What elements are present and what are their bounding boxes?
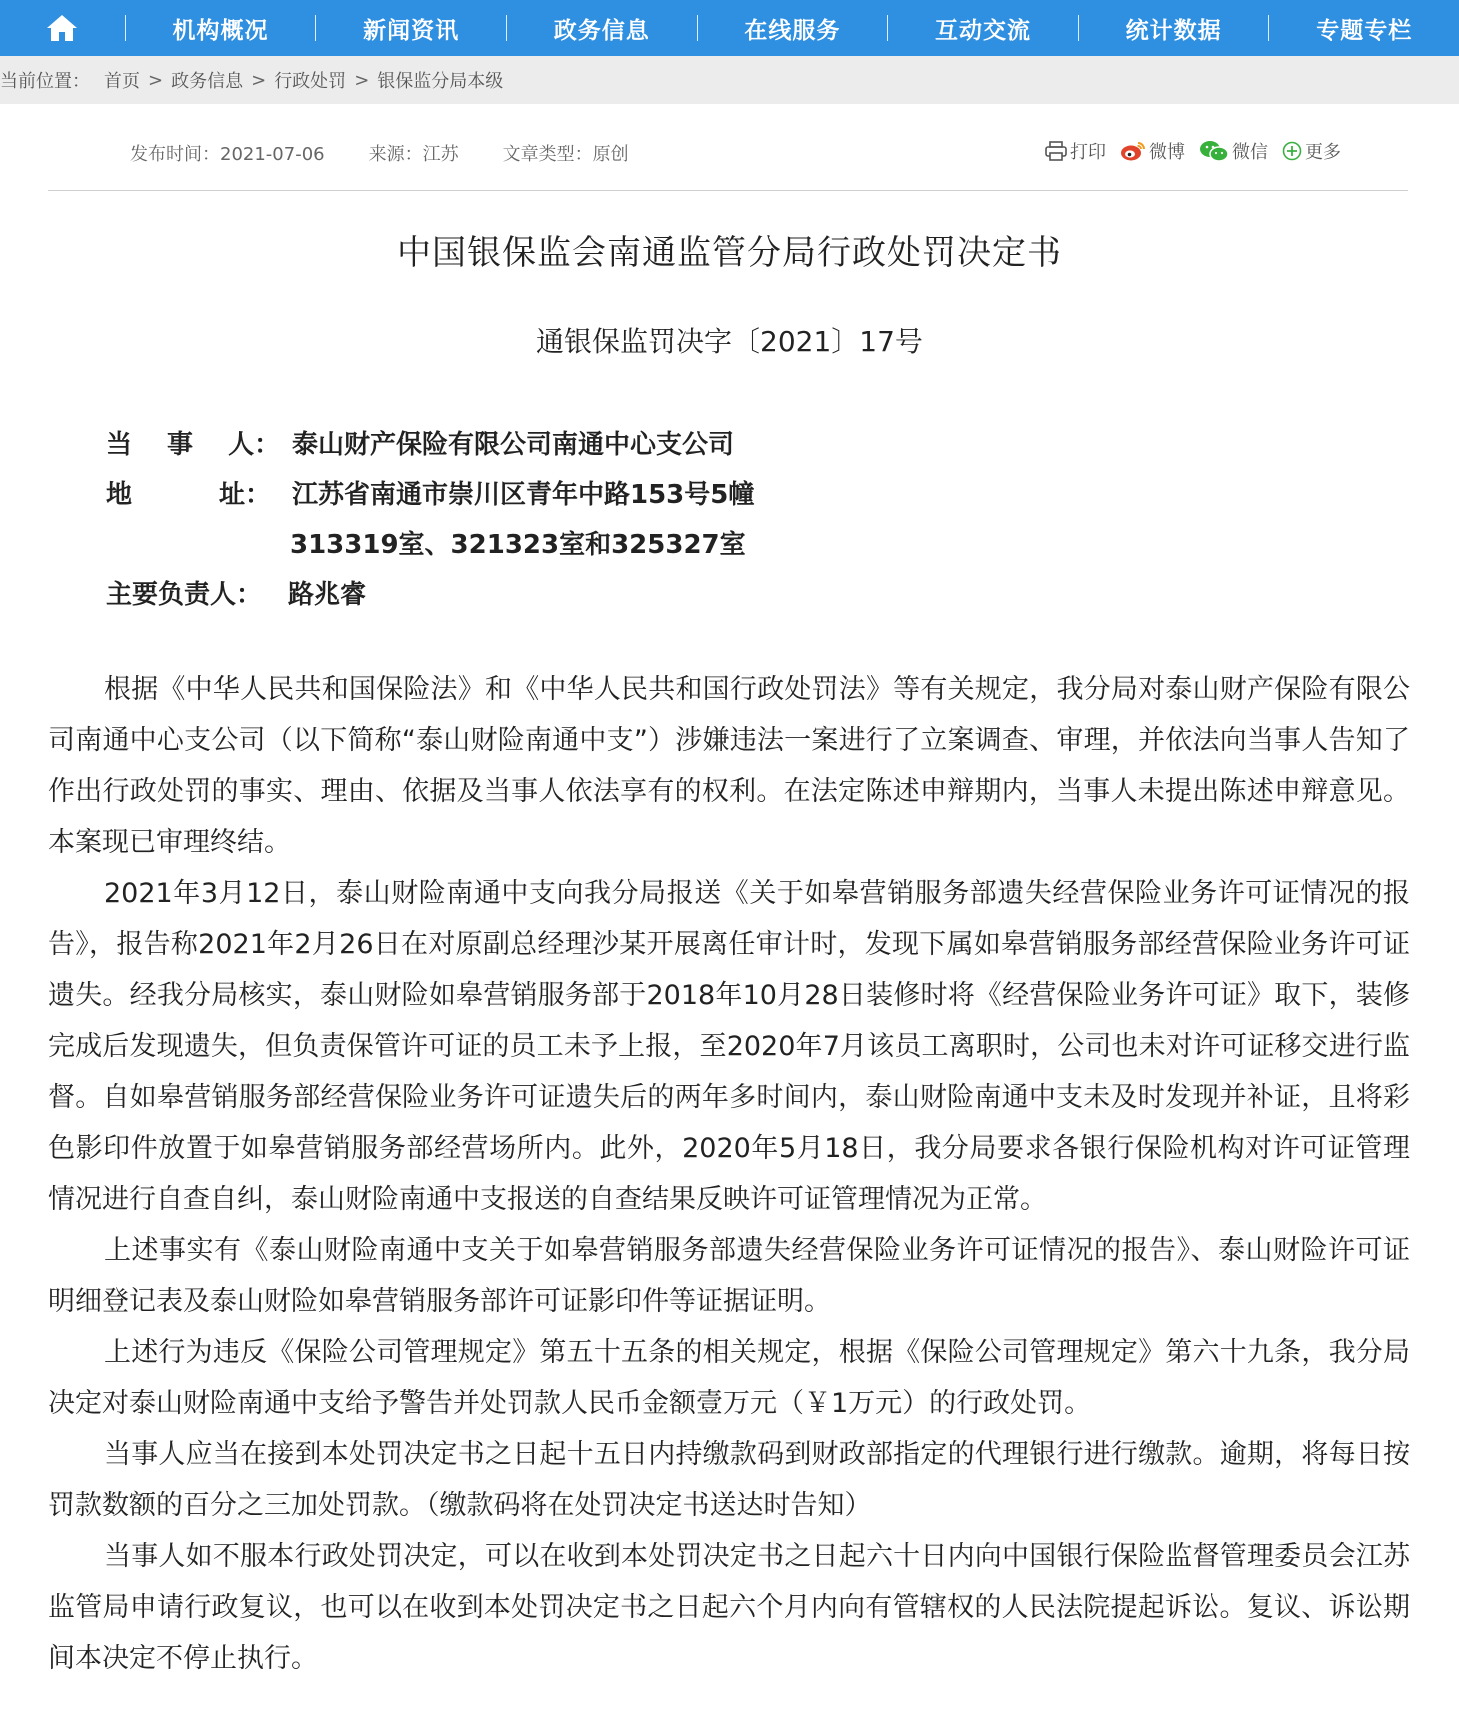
more-label: 更多 <box>1305 142 1341 163</box>
address-line-2: 313319室、321323室和325327室 <box>290 530 746 560</box>
body-paragraph: 当事人如不服本行政处罚决定，可以在收到本处罚决定书之日起六十日内向中国银行保险监督管理委员会江苏监管局申请行政复议，也可以在收到本处罚决定书之日起六个月内向有管辖权的人民法院提起诉讼。复议、诉讼期间本决定不停止执行。 <box>48 1541 1410 1674</box>
home-icon <box>45 13 79 43</box>
document-body <box>48 664 1410 1684</box>
print-label: 打印 <box>1070 142 1106 163</box>
print-button[interactable] <box>1045 138 1106 164</box>
nav-item-institution[interactable]: 机构概况 <box>172 17 269 44</box>
more-share-button[interactable] <box>1282 138 1341 164</box>
nav-item-online-service[interactable]: 在线服务 <box>744 17 841 44</box>
breadcrumb-separator: > <box>354 69 370 91</box>
breadcrumb-current[interactable]: 银保监分局本级 <box>377 71 504 92</box>
body-paragraph: 根据《中华人民共和国保险法》和《中华人民共和国行政处罚法》等有关规定，我分局对泰山财产保险有限公司南通中心支公司（以下简称“泰山财险南通中支”）涉嫌违法一案进行了立案调查、审理，并依法向当事人告知了作出行政处罚的事实、理由、依据及当事人依法享有的权利。在法定陈述申辩期内，当事人未提出陈述申辩意见。本案现已审理终结。 <box>48 674 1410 858</box>
share-toolbar <box>1045 138 1341 164</box>
address-label: 地 址： <box>106 480 272 510</box>
breadcrumb <box>0 56 1459 104</box>
body-paragraph: 上述行为违反《保险公司管理规定》第五十五条的相关规定，根据《保险公司管理规定》第六十九条，我分局决定对泰山财险南通中支给予警告并处罚款人民币金额壹万元（￥1万元）的行政处罚。 <box>48 1337 1410 1419</box>
top-navigation <box>0 0 1459 56</box>
home-button[interactable] <box>0 0 125 56</box>
nav-item-statistics[interactable]: 统计数据 <box>1125 17 1222 44</box>
nav-item-special-topics[interactable]: 专题专栏 <box>1316 17 1413 44</box>
party-value: 泰山财产保险有限公司南通中心支公司 <box>292 430 735 460</box>
nav-item-interaction[interactable]: 互动交流 <box>934 17 1031 44</box>
body-paragraph: 当事人应当在接到本处罚决定书之日起十五日内持缴款码到财政部指定的代理银行进行缴款。逾期，将每日按罚款数额的百分之三加处罚款。（缴款码将在处罚决定书送达时告知） <box>48 1439 1410 1521</box>
nav-item-government-info[interactable]: 政务信息 <box>553 17 650 44</box>
breadcrumb-government-info[interactable]: 政务信息 <box>171 71 244 92</box>
breadcrumb-home[interactable]: 首页 <box>104 71 140 92</box>
wechat-icon <box>1199 140 1229 162</box>
party-label: 当 事 人： <box>106 430 281 460</box>
breadcrumb-separator: > <box>251 69 267 91</box>
print-icon <box>1045 141 1067 161</box>
document-title: 中国银保监会南通监管分局行政处罚决定书 <box>397 233 1062 273</box>
article-meta <box>130 140 629 166</box>
publish-date: 发布时间：2021-07-06 <box>130 144 325 165</box>
weibo-icon <box>1120 140 1146 162</box>
address-line-1: 江苏省南通市崇川区青年中路153号5幢 <box>292 480 755 510</box>
wechat-share-button[interactable] <box>1199 138 1268 164</box>
article-source: 来源：江苏 <box>368 144 459 165</box>
document-number: 通银保监罚决字〔2021〕17号 <box>536 325 923 358</box>
weibo-label: 微博 <box>1149 142 1185 163</box>
plus-circle-icon <box>1282 141 1302 161</box>
breadcrumb-separator: > <box>148 69 164 91</box>
article-type: 文章类型：原创 <box>502 144 629 165</box>
leader-value: 路兆睿 <box>288 580 367 610</box>
breadcrumb-prefix: 当前位置： <box>0 71 90 92</box>
wechat-label: 微信 <box>1232 142 1268 163</box>
divider <box>48 190 1408 191</box>
nav-item-news[interactable]: 新闻资讯 <box>363 17 460 44</box>
breadcrumb-penalty[interactable]: 行政处罚 <box>274 71 347 92</box>
leader-label: 主要负责人： <box>106 580 263 610</box>
body-paragraph: 2021年3月12日，泰山财险南通中支向我分局报送《关于如皋营销服务部遗失经营保险业务许可证情况的报告》，报告称2021年2月26日在对原副总经理沙某开展离任审计时，发现下属如皋营销服务部经营保险业务许可证遗失。经我分局核实，泰山财险如皋营销服务部于2018年10月28日装修时将《经营保险业务许可证》取下，装修完成后发现遗失，但负责保管许可证的员工未予上报，至2020年7月该员工离职时，公司也未对许可证移交进行监督。自如皋营销服务部经营保险业务许可证遗失后的两年多时间内，泰山财险南通中支未及时发现并补证，且将彩色影印件放置于如皋营销服务部经营场所内。此外，2020年5月18日，我分局要求各银行保险机构对许可证管理情况进行自查自纠，泰山财险南通中支报送的自查结果反映许可证管理情况为正常。 <box>48 878 1410 1215</box>
weibo-share-button[interactable] <box>1120 138 1185 164</box>
body-paragraph: 上述事实有《泰山财险南通中支关于如皋营销服务部遗失经营保险业务许可证情况的报告》、泰山财险许可证明细登记表及泰山财险如皋营销服务部许可证影印件等证据证明。 <box>48 1235 1410 1317</box>
